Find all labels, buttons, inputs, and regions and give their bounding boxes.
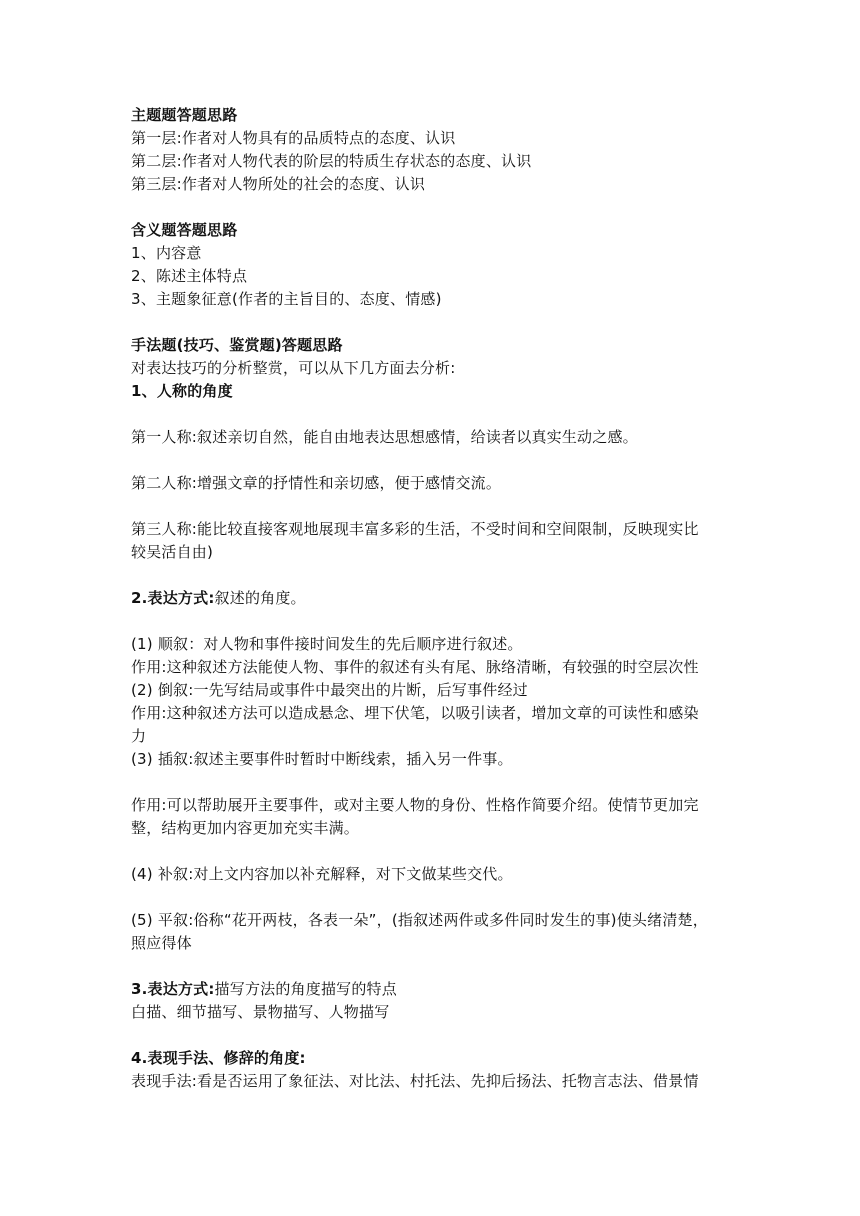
- narration-ping-line-1: (5) 平叙:俗称“花开两枝，各表一朵”，(指叙述两件或多件同时发生的事)使头绪清楚，: [131, 911, 708, 929]
- theme-line-3: 第三层:作者对人物所处的社会的态度、认识: [131, 175, 426, 193]
- narration-dao-effect-line-1: 作用:这种叙述方法可以造成悬念、埋下伏笔，以吸引读者，增加文章的可读性和感染: [131, 704, 699, 722]
- theme-line-2: 第二层:作者对人物代表的阶层的特质生存状态的态度、认识: [131, 152, 532, 170]
- person-third-line-1: 第三人称:能比较直接客观地展现丰富多彩的生活，不受时间和空间限制，反映现实比: [131, 520, 699, 538]
- narration-dao: (2) 倒叙:一先写结局或事件中最突出的片断，后写事件经过: [131, 681, 528, 699]
- narration-shun-effect: 作用:这种叙述方法能使人物、事件的叙述有头有尾、脉络清晰，有较强的时空层次性: [131, 658, 699, 676]
- section-heading-meaning: 含义题答题思路: [131, 221, 238, 239]
- narration-shun: (1) 顺叙：对人物和事件接时间发生的先后顺序进行叙述。: [131, 635, 523, 653]
- narration-dao-effect-line-2: 力: [131, 727, 147, 745]
- technique-intro: 对表达技巧的分析整赏，可以从下几方面去分析:: [131, 359, 456, 377]
- person-second: 第二人称:增强文章的抒情性和亲切感，便于感情交流。: [131, 474, 502, 492]
- narration-heading-rest: 叙述的角度。: [214, 589, 306, 607]
- narration-heading-bold: 2.表达方式:: [131, 589, 215, 607]
- narration-bu: (4) 补叙:对上文内容加以补充解释，对下文做某些交代。: [131, 865, 513, 883]
- description-heading: [131, 978, 731, 1001]
- narration-ping-line-2: 照应得体: [131, 934, 192, 952]
- theme-line-1: 第一层:作者对人物具有的品质特点的态度、认识: [131, 129, 456, 147]
- narration-cha-effect-line-1: 作用:可以帮助展开主要事件，或对主要人物的身份、性格作简要介绍。使情节更加完: [131, 796, 699, 814]
- description-line: 白描、细节描写、景物描写、人物描写: [131, 1003, 390, 1021]
- person-third-line-2: 较吴活自由): [131, 543, 214, 561]
- meaning-line-2: 2、陈述主体特点: [131, 267, 248, 285]
- narration-cha-effect-line-2: 整，结构更加内容更加充实丰满。: [131, 819, 360, 837]
- description-heading-bold: 3.表达方式:: [131, 980, 215, 998]
- rhetoric-heading: 4.表现手法、修辞的角度:: [131, 1049, 306, 1067]
- document-page: [131, 104, 731, 1093]
- narration-cha: (3) 插叙:叙述主要事件时暂时中断线索，插入另一件事。: [131, 750, 513, 768]
- section-heading-technique: 手法题(技巧、鉴赏题)答题思路: [131, 336, 343, 354]
- description-heading-rest: 描写方法的角度描写的特点: [214, 980, 397, 998]
- person-heading: 1、人称的角度: [131, 382, 233, 400]
- person-first: 第一人称:叙述亲切自然，能自由地表达思想感情，给读者以真实生动之感。: [131, 428, 638, 446]
- meaning-line-1: 1、内容意: [131, 244, 202, 262]
- rhetoric-line: 表现手法:看是否运用了象征法、对比法、村托法、先抑后扬法、托物言志法、借景情: [131, 1072, 699, 1090]
- meaning-line-3: 3、主题象征意(作者的主旨目的、态度、情感): [131, 290, 442, 308]
- narration-heading: [131, 587, 731, 610]
- section-heading-theme: 主题题答题思路: [131, 106, 238, 124]
